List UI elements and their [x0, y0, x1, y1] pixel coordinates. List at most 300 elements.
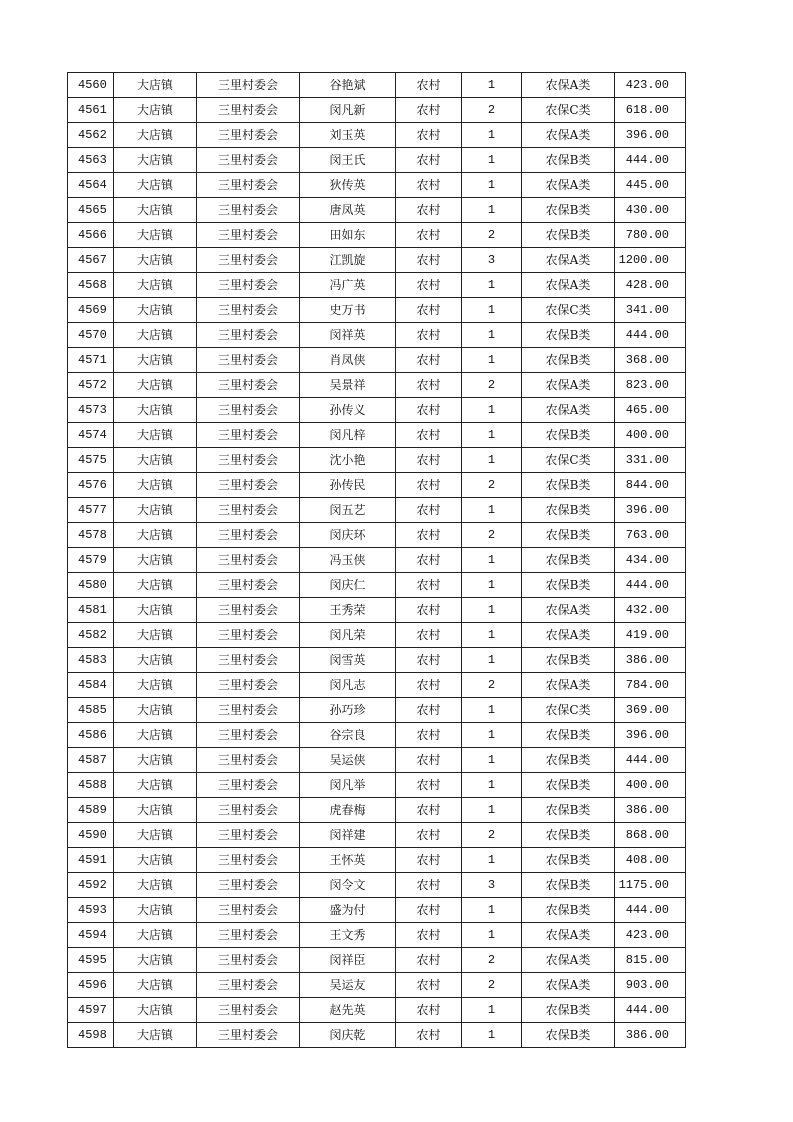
cell-name: 谷艳斌: [300, 73, 396, 98]
cell-id: 4565: [68, 198, 114, 223]
cell-category: 农保B类: [522, 523, 615, 548]
cell-category: 农保B类: [522, 748, 615, 773]
cell-count: 2: [462, 523, 522, 548]
cell-id: 4581: [68, 598, 114, 623]
cell-name: 孙传民: [300, 473, 396, 498]
cell-area: 农村: [396, 98, 462, 123]
cell-name: 闵五艺: [300, 498, 396, 523]
cell-town: 大店镇: [114, 798, 197, 823]
cell-area: 农村: [396, 598, 462, 623]
cell-village: 三里村委会: [197, 873, 300, 898]
table-row: [68, 73, 686, 98]
cell-amount: 423.00: [615, 923, 686, 948]
cell-amount: 844.00: [615, 473, 686, 498]
cell-name: 史万书: [300, 298, 396, 323]
cell-town: 大店镇: [114, 873, 197, 898]
cell-area: 农村: [396, 298, 462, 323]
cell-category: 农保B类: [522, 473, 615, 498]
cell-town: 大店镇: [114, 1023, 197, 1048]
cell-area: 农村: [396, 948, 462, 973]
cell-id: 4561: [68, 98, 114, 123]
cell-name: 唐凤英: [300, 198, 396, 223]
table-row: [68, 98, 686, 123]
cell-category: 农保B类: [522, 548, 615, 573]
cell-area: 农村: [396, 148, 462, 173]
cell-town: 大店镇: [114, 323, 197, 348]
cell-town: 大店镇: [114, 273, 197, 298]
cell-area: 农村: [396, 223, 462, 248]
cell-village: 三里村委会: [197, 798, 300, 823]
cell-name: 闵雪英: [300, 648, 396, 673]
cell-town: 大店镇: [114, 998, 197, 1023]
cell-name: 闵令文: [300, 873, 396, 898]
table-row: [68, 873, 686, 898]
cell-village: 三里村委会: [197, 198, 300, 223]
cell-area: 农村: [396, 898, 462, 923]
cell-village: 三里村委会: [197, 398, 300, 423]
table-row: [68, 698, 686, 723]
cell-village: 三里村委会: [197, 848, 300, 873]
cell-id: 4596: [68, 973, 114, 998]
table-row: [68, 948, 686, 973]
table-row: [68, 348, 686, 373]
cell-count: 1: [462, 273, 522, 298]
cell-id: 4573: [68, 398, 114, 423]
cell-name: 闵王氏: [300, 148, 396, 173]
cell-area: 农村: [396, 123, 462, 148]
cell-area: 农村: [396, 848, 462, 873]
cell-category: 农保B类: [522, 773, 615, 798]
cell-category: 农保A类: [522, 923, 615, 948]
cell-village: 三里村委会: [197, 473, 300, 498]
cell-area: 农村: [396, 248, 462, 273]
cell-count: 1: [462, 623, 522, 648]
cell-amount: 341.00: [615, 298, 686, 323]
cell-village: 三里村委会: [197, 623, 300, 648]
cell-id: 4574: [68, 423, 114, 448]
cell-town: 大店镇: [114, 148, 197, 173]
cell-count: 3: [462, 248, 522, 273]
table-row: [68, 298, 686, 323]
cell-name: 闵凡梓: [300, 423, 396, 448]
cell-count: 2: [462, 373, 522, 398]
cell-count: 1: [462, 423, 522, 448]
table-row: [68, 498, 686, 523]
cell-name: 刘玉英: [300, 123, 396, 148]
table-row: [68, 148, 686, 173]
cell-amount: 868.00: [615, 823, 686, 848]
cell-name: 赵先英: [300, 998, 396, 1023]
cell-amount: 444.00: [615, 748, 686, 773]
cell-village: 三里村委会: [197, 773, 300, 798]
cell-area: 农村: [396, 373, 462, 398]
cell-id: 4584: [68, 673, 114, 698]
cell-name: 狄传英: [300, 173, 396, 198]
cell-town: 大店镇: [114, 698, 197, 723]
cell-id: 4586: [68, 723, 114, 748]
cell-town: 大店镇: [114, 398, 197, 423]
cell-name: 王秀荣: [300, 598, 396, 623]
cell-area: 农村: [396, 348, 462, 373]
cell-count: 1: [462, 148, 522, 173]
cell-id: 4580: [68, 573, 114, 598]
table-row: [68, 723, 686, 748]
cell-amount: 419.00: [615, 623, 686, 648]
cell-count: 1: [462, 1023, 522, 1048]
cell-amount: 823.00: [615, 373, 686, 398]
cell-category: 农保B类: [522, 348, 615, 373]
cell-town: 大店镇: [114, 623, 197, 648]
table-row: [68, 473, 686, 498]
cell-category: 农保B类: [522, 723, 615, 748]
cell-count: 2: [462, 673, 522, 698]
table-row: [68, 673, 686, 698]
cell-name: 闵凡荣: [300, 623, 396, 648]
cell-name: 孙传义: [300, 398, 396, 423]
cell-id: 4575: [68, 448, 114, 473]
cell-category: 农保A类: [522, 73, 615, 98]
table-row: [68, 323, 686, 348]
cell-id: 4594: [68, 923, 114, 948]
cell-village: 三里村委会: [197, 223, 300, 248]
cell-name: 吴运友: [300, 973, 396, 998]
table-row: [68, 623, 686, 648]
cell-id: 4569: [68, 298, 114, 323]
cell-amount: 331.00: [615, 448, 686, 473]
cell-category: 农保A类: [522, 598, 615, 623]
cell-amount: 444.00: [615, 573, 686, 598]
cell-village: 三里村委会: [197, 373, 300, 398]
cell-id: 4593: [68, 898, 114, 923]
cell-village: 三里村委会: [197, 273, 300, 298]
cell-amount: 465.00: [615, 398, 686, 423]
cell-category: 农保B类: [522, 898, 615, 923]
cell-name: 江凯旋: [300, 248, 396, 273]
cell-category: 农保A类: [522, 123, 615, 148]
cell-id: 4591: [68, 848, 114, 873]
cell-count: 1: [462, 498, 522, 523]
cell-count: 1: [462, 798, 522, 823]
cell-count: 1: [462, 348, 522, 373]
cell-name: 冯广英: [300, 273, 396, 298]
table-body: [68, 73, 686, 1048]
cell-amount: 428.00: [615, 273, 686, 298]
cell-town: 大店镇: [114, 373, 197, 398]
cell-town: 大店镇: [114, 523, 197, 548]
cell-area: 农村: [396, 723, 462, 748]
cell-name: 冯玉侠: [300, 548, 396, 573]
cell-count: 3: [462, 873, 522, 898]
cell-id: 4588: [68, 773, 114, 798]
cell-village: 三里村委会: [197, 598, 300, 623]
cell-village: 三里村委会: [197, 823, 300, 848]
cell-village: 三里村委会: [197, 448, 300, 473]
cell-town: 大店镇: [114, 673, 197, 698]
cell-amount: 815.00: [615, 948, 686, 973]
cell-town: 大店镇: [114, 248, 197, 273]
cell-id: 4592: [68, 873, 114, 898]
cell-category: 农保B类: [522, 873, 615, 898]
cell-area: 农村: [396, 648, 462, 673]
cell-name: 盛为付: [300, 898, 396, 923]
cell-amount: 430.00: [615, 198, 686, 223]
cell-name: 闵凡志: [300, 673, 396, 698]
cell-amount: 423.00: [615, 73, 686, 98]
table-row: [68, 898, 686, 923]
cell-id: 4571: [68, 348, 114, 373]
cell-town: 大店镇: [114, 448, 197, 473]
table-row: [68, 748, 686, 773]
cell-amount: 784.00: [615, 673, 686, 698]
cell-area: 农村: [396, 173, 462, 198]
table-row: [68, 523, 686, 548]
table-row: [68, 998, 686, 1023]
cell-name: 肖凤侠: [300, 348, 396, 373]
cell-area: 农村: [396, 773, 462, 798]
cell-town: 大店镇: [114, 773, 197, 798]
cell-town: 大店镇: [114, 823, 197, 848]
cell-id: 4583: [68, 648, 114, 673]
cell-amount: 396.00: [615, 498, 686, 523]
table-row: [68, 423, 686, 448]
cell-category: 农保A类: [522, 248, 615, 273]
cell-village: 三里村委会: [197, 98, 300, 123]
cell-amount: 400.00: [615, 423, 686, 448]
cell-town: 大店镇: [114, 723, 197, 748]
cell-count: 1: [462, 398, 522, 423]
cell-amount: 386.00: [615, 798, 686, 823]
cell-area: 农村: [396, 498, 462, 523]
cell-category: 农保B类: [522, 148, 615, 173]
cell-count: 1: [462, 923, 522, 948]
table-row: [68, 373, 686, 398]
cell-id: 4587: [68, 748, 114, 773]
cell-id: 4579: [68, 548, 114, 573]
cell-id: 4577: [68, 498, 114, 523]
cell-amount: 396.00: [615, 723, 686, 748]
table-row: [68, 973, 686, 998]
cell-area: 农村: [396, 623, 462, 648]
cell-area: 农村: [396, 448, 462, 473]
cell-category: 农保B类: [522, 498, 615, 523]
cell-category: 农保A类: [522, 673, 615, 698]
cell-category: 农保B类: [522, 998, 615, 1023]
cell-count: 1: [462, 748, 522, 773]
cell-name: 孙巧珍: [300, 698, 396, 723]
cell-town: 大店镇: [114, 648, 197, 673]
cell-id: 4585: [68, 698, 114, 723]
cell-amount: 1175.00: [615, 873, 686, 898]
table-row: [68, 198, 686, 223]
cell-area: 农村: [396, 973, 462, 998]
cell-category: 农保B类: [522, 423, 615, 448]
cell-category: 农保C类: [522, 98, 615, 123]
cell-village: 三里村委会: [197, 548, 300, 573]
cell-id: 4578: [68, 523, 114, 548]
table-row: [68, 398, 686, 423]
cell-amount: 1200.00: [615, 248, 686, 273]
cell-name: 田如东: [300, 223, 396, 248]
cell-category: 农保B类: [522, 798, 615, 823]
cell-area: 农村: [396, 873, 462, 898]
cell-village: 三里村委会: [197, 348, 300, 373]
cell-name: 闵凡举: [300, 773, 396, 798]
cell-id: 4570: [68, 323, 114, 348]
cell-amount: 445.00: [615, 173, 686, 198]
table-row: [68, 598, 686, 623]
cell-name: 闵祥英: [300, 323, 396, 348]
cell-village: 三里村委会: [197, 173, 300, 198]
cell-town: 大店镇: [114, 423, 197, 448]
cell-village: 三里村委会: [197, 698, 300, 723]
cell-town: 大店镇: [114, 298, 197, 323]
cell-town: 大店镇: [114, 473, 197, 498]
cell-area: 农村: [396, 73, 462, 98]
cell-category: 农保A类: [522, 173, 615, 198]
cell-village: 三里村委会: [197, 748, 300, 773]
cell-count: 2: [462, 473, 522, 498]
cell-town: 大店镇: [114, 573, 197, 598]
cell-name: 虎春梅: [300, 798, 396, 823]
cell-amount: 780.00: [615, 223, 686, 248]
cell-count: 1: [462, 723, 522, 748]
cell-area: 农村: [396, 323, 462, 348]
cell-amount: 432.00: [615, 598, 686, 623]
data-table: [67, 72, 686, 1048]
cell-count: 2: [462, 973, 522, 998]
cell-area: 农村: [396, 673, 462, 698]
cell-village: 三里村委会: [197, 423, 300, 448]
cell-id: 4564: [68, 173, 114, 198]
table-row: [68, 448, 686, 473]
cell-count: 1: [462, 73, 522, 98]
cell-category: 农保B类: [522, 848, 615, 873]
cell-amount: 444.00: [615, 998, 686, 1023]
cell-id: 4562: [68, 123, 114, 148]
table-row: [68, 823, 686, 848]
cell-category: 农保A类: [522, 273, 615, 298]
cell-name: 闵凡新: [300, 98, 396, 123]
cell-id: 4572: [68, 373, 114, 398]
table-row: [68, 1023, 686, 1048]
cell-count: 1: [462, 998, 522, 1023]
cell-count: 1: [462, 573, 522, 598]
cell-area: 农村: [396, 573, 462, 598]
cell-count: 1: [462, 448, 522, 473]
cell-area: 农村: [396, 423, 462, 448]
cell-count: 2: [462, 223, 522, 248]
cell-count: 1: [462, 323, 522, 348]
cell-amount: 369.00: [615, 698, 686, 723]
cell-village: 三里村委会: [197, 298, 300, 323]
cell-amount: 444.00: [615, 148, 686, 173]
cell-count: 2: [462, 823, 522, 848]
cell-village: 三里村委会: [197, 573, 300, 598]
cell-town: 大店镇: [114, 123, 197, 148]
table-row: [68, 173, 686, 198]
cell-name: 闵祥建: [300, 823, 396, 848]
cell-village: 三里村委会: [197, 523, 300, 548]
cell-amount: 400.00: [615, 773, 686, 798]
cell-area: 农村: [396, 1023, 462, 1048]
cell-area: 农村: [396, 923, 462, 948]
cell-count: 1: [462, 173, 522, 198]
cell-town: 大店镇: [114, 548, 197, 573]
cell-town: 大店镇: [114, 98, 197, 123]
cell-category: 农保C类: [522, 698, 615, 723]
cell-village: 三里村委会: [197, 73, 300, 98]
cell-village: 三里村委会: [197, 248, 300, 273]
table-row: [68, 248, 686, 273]
cell-town: 大店镇: [114, 198, 197, 223]
cell-id: 4582: [68, 623, 114, 648]
cell-town: 大店镇: [114, 173, 197, 198]
cell-count: 1: [462, 898, 522, 923]
cell-town: 大店镇: [114, 923, 197, 948]
cell-village: 三里村委会: [197, 948, 300, 973]
cell-town: 大店镇: [114, 748, 197, 773]
cell-name: 闵庆乾: [300, 1023, 396, 1048]
cell-category: 农保B类: [522, 573, 615, 598]
cell-area: 农村: [396, 823, 462, 848]
cell-id: 4589: [68, 798, 114, 823]
cell-town: 大店镇: [114, 948, 197, 973]
cell-id: 4590: [68, 823, 114, 848]
cell-village: 三里村委会: [197, 923, 300, 948]
cell-id: 4566: [68, 223, 114, 248]
cell-name: 王怀英: [300, 848, 396, 873]
cell-area: 农村: [396, 748, 462, 773]
cell-category: 农保B类: [522, 198, 615, 223]
cell-town: 大店镇: [114, 848, 197, 873]
cell-count: 1: [462, 548, 522, 573]
cell-amount: 368.00: [615, 348, 686, 373]
cell-count: 1: [462, 198, 522, 223]
cell-name: 吴景祥: [300, 373, 396, 398]
cell-area: 农村: [396, 398, 462, 423]
cell-category: 农保B类: [522, 1023, 615, 1048]
cell-area: 农村: [396, 273, 462, 298]
cell-count: 1: [462, 698, 522, 723]
cell-name: 王文秀: [300, 923, 396, 948]
cell-area: 农村: [396, 798, 462, 823]
cell-town: 大店镇: [114, 348, 197, 373]
cell-count: 2: [462, 98, 522, 123]
table-row: [68, 923, 686, 948]
cell-name: 谷宗良: [300, 723, 396, 748]
cell-village: 三里村委会: [197, 723, 300, 748]
cell-area: 农村: [396, 998, 462, 1023]
cell-village: 三里村委会: [197, 498, 300, 523]
cell-area: 农村: [396, 198, 462, 223]
table-row: [68, 648, 686, 673]
cell-count: 1: [462, 848, 522, 873]
cell-amount: 396.00: [615, 123, 686, 148]
table-row: [68, 798, 686, 823]
cell-town: 大店镇: [114, 498, 197, 523]
cell-category: 农保A类: [522, 373, 615, 398]
cell-name: 闵庆仁: [300, 573, 396, 598]
cell-category: 农保B类: [522, 648, 615, 673]
cell-category: 农保B类: [522, 223, 615, 248]
cell-amount: 408.00: [615, 848, 686, 873]
table-row: [68, 773, 686, 798]
cell-id: 4563: [68, 148, 114, 173]
cell-area: 农村: [396, 548, 462, 573]
cell-town: 大店镇: [114, 598, 197, 623]
cell-category: 农保A类: [522, 973, 615, 998]
cell-name: 闵祥臣: [300, 948, 396, 973]
